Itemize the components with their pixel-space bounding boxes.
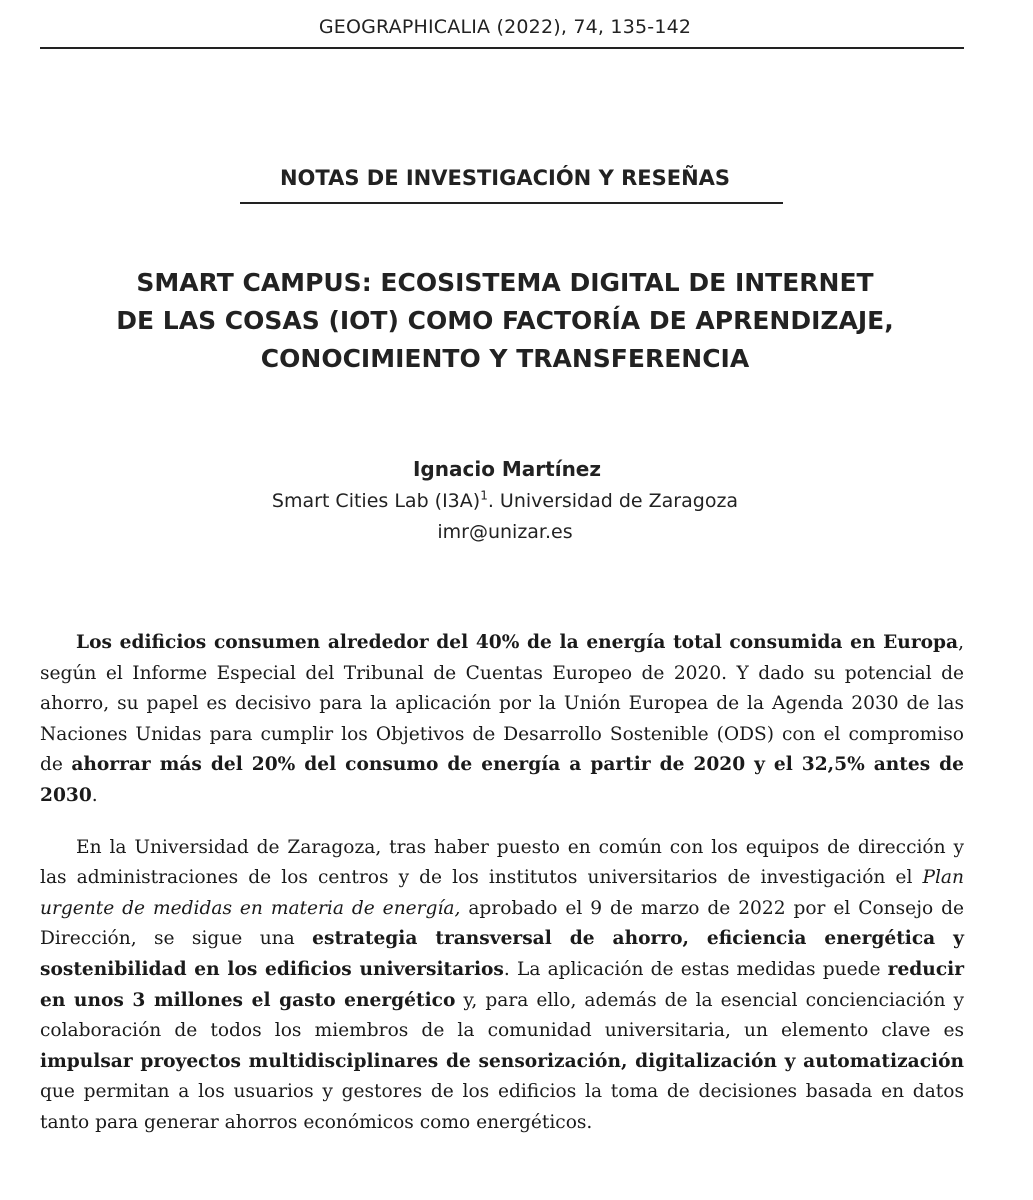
- article-title: [0, 264, 1010, 378]
- article-title-line-3: CONOCIMIENTO Y TRANSFERENCIA: [260, 344, 750, 373]
- section-title: NOTAS DE INVESTIGACIÓN Y RESEÑAS: [279, 166, 731, 190]
- body-text-run: En la Universidad de Zaragoza, tras haber puesto en común con los equipos de dirección y las administraciones de los centros y de los institutos universitarios de investigación el: [40, 836, 964, 889]
- running-header: GEOGRAPHICALIA (2022), 74, 135-142: [318, 16, 692, 38]
- body-text-run: y, para ello, además de la esencial concienciación y colaboración de todos los miembros de la comunidad universitaria, un elemento clave es: [40, 989, 964, 1042]
- author-affiliation: [0, 486, 1010, 517]
- body-paragraph-2: [40, 833, 964, 1139]
- footnote-marker[interactable]: 1: [480, 488, 488, 503]
- emphasis-text: Los edificios consumen alrededor del 40% de la energía total consumida en Europa: [76, 632, 959, 653]
- affiliation-institution: . Universidad de Zaragoza: [487, 490, 739, 512]
- article-body: [40, 628, 964, 1139]
- body-paragraph-1: [40, 628, 964, 812]
- emphasis-text: ahorrar más del 20% del consumo de energía a partir de 2020 y el 32,5% antes de 2030: [40, 754, 964, 806]
- body-text-run: , según el Informe Especial del Tribunal de Cuentas Europeo de 2020. Y dado su potencial de ahorro, su papel es decisivo para la aplicación por la Unión Europea de la Agenda 2030 de las Naciones Unidas para cumplir los Objetivos de Desarrollo Sostenible (ODS) con el compromiso de: [40, 632, 964, 776]
- body-text-run: que permitan a los usuarios y gestores de los edificios la toma de decisiones basada en datos tanto para generar ahorros económicos como energéticos.: [40, 1081, 964, 1133]
- article-title-line-1: SMART CAMPUS: ECOSISTEMA DIGITAL DE INTERNET: [136, 268, 874, 297]
- emphasis-text: estrategia transversal de ahorro, eficiencia energética y sostenibilidad en los edificios universitarios: [40, 928, 964, 980]
- emphasis-text: impulsar proyectos multidisciplinares de sensorización, digitalización y automatización: [40, 1050, 964, 1072]
- body-text-run: .: [91, 784, 98, 806]
- author-name: Ignacio Martínez: [412, 457, 602, 481]
- header-rule: [40, 47, 964, 49]
- affiliation-text: Smart Cities Lab (I3A): [271, 490, 481, 512]
- emphasis-text: reducir en unos 3 millones el gasto energético: [40, 958, 964, 1011]
- body-text-run: aprobado el 9 de marzo de 2022 por el Consejo de Dirección, se sigue una: [40, 897, 964, 950]
- body-text-run: . La aplicación de estas medidas puede: [503, 958, 888, 980]
- author-block: [0, 452, 1010, 548]
- article-title-line-2: DE LAS COSAS (IOT) COMO FACTORÍA DE APRENDIZAJE,: [116, 306, 894, 335]
- author-email[interactable]: imr@unizar.es: [437, 521, 573, 543]
- section-rule: [240, 202, 783, 204]
- italic-title: Plan urgente de medidas en materia de energía,: [40, 867, 964, 919]
